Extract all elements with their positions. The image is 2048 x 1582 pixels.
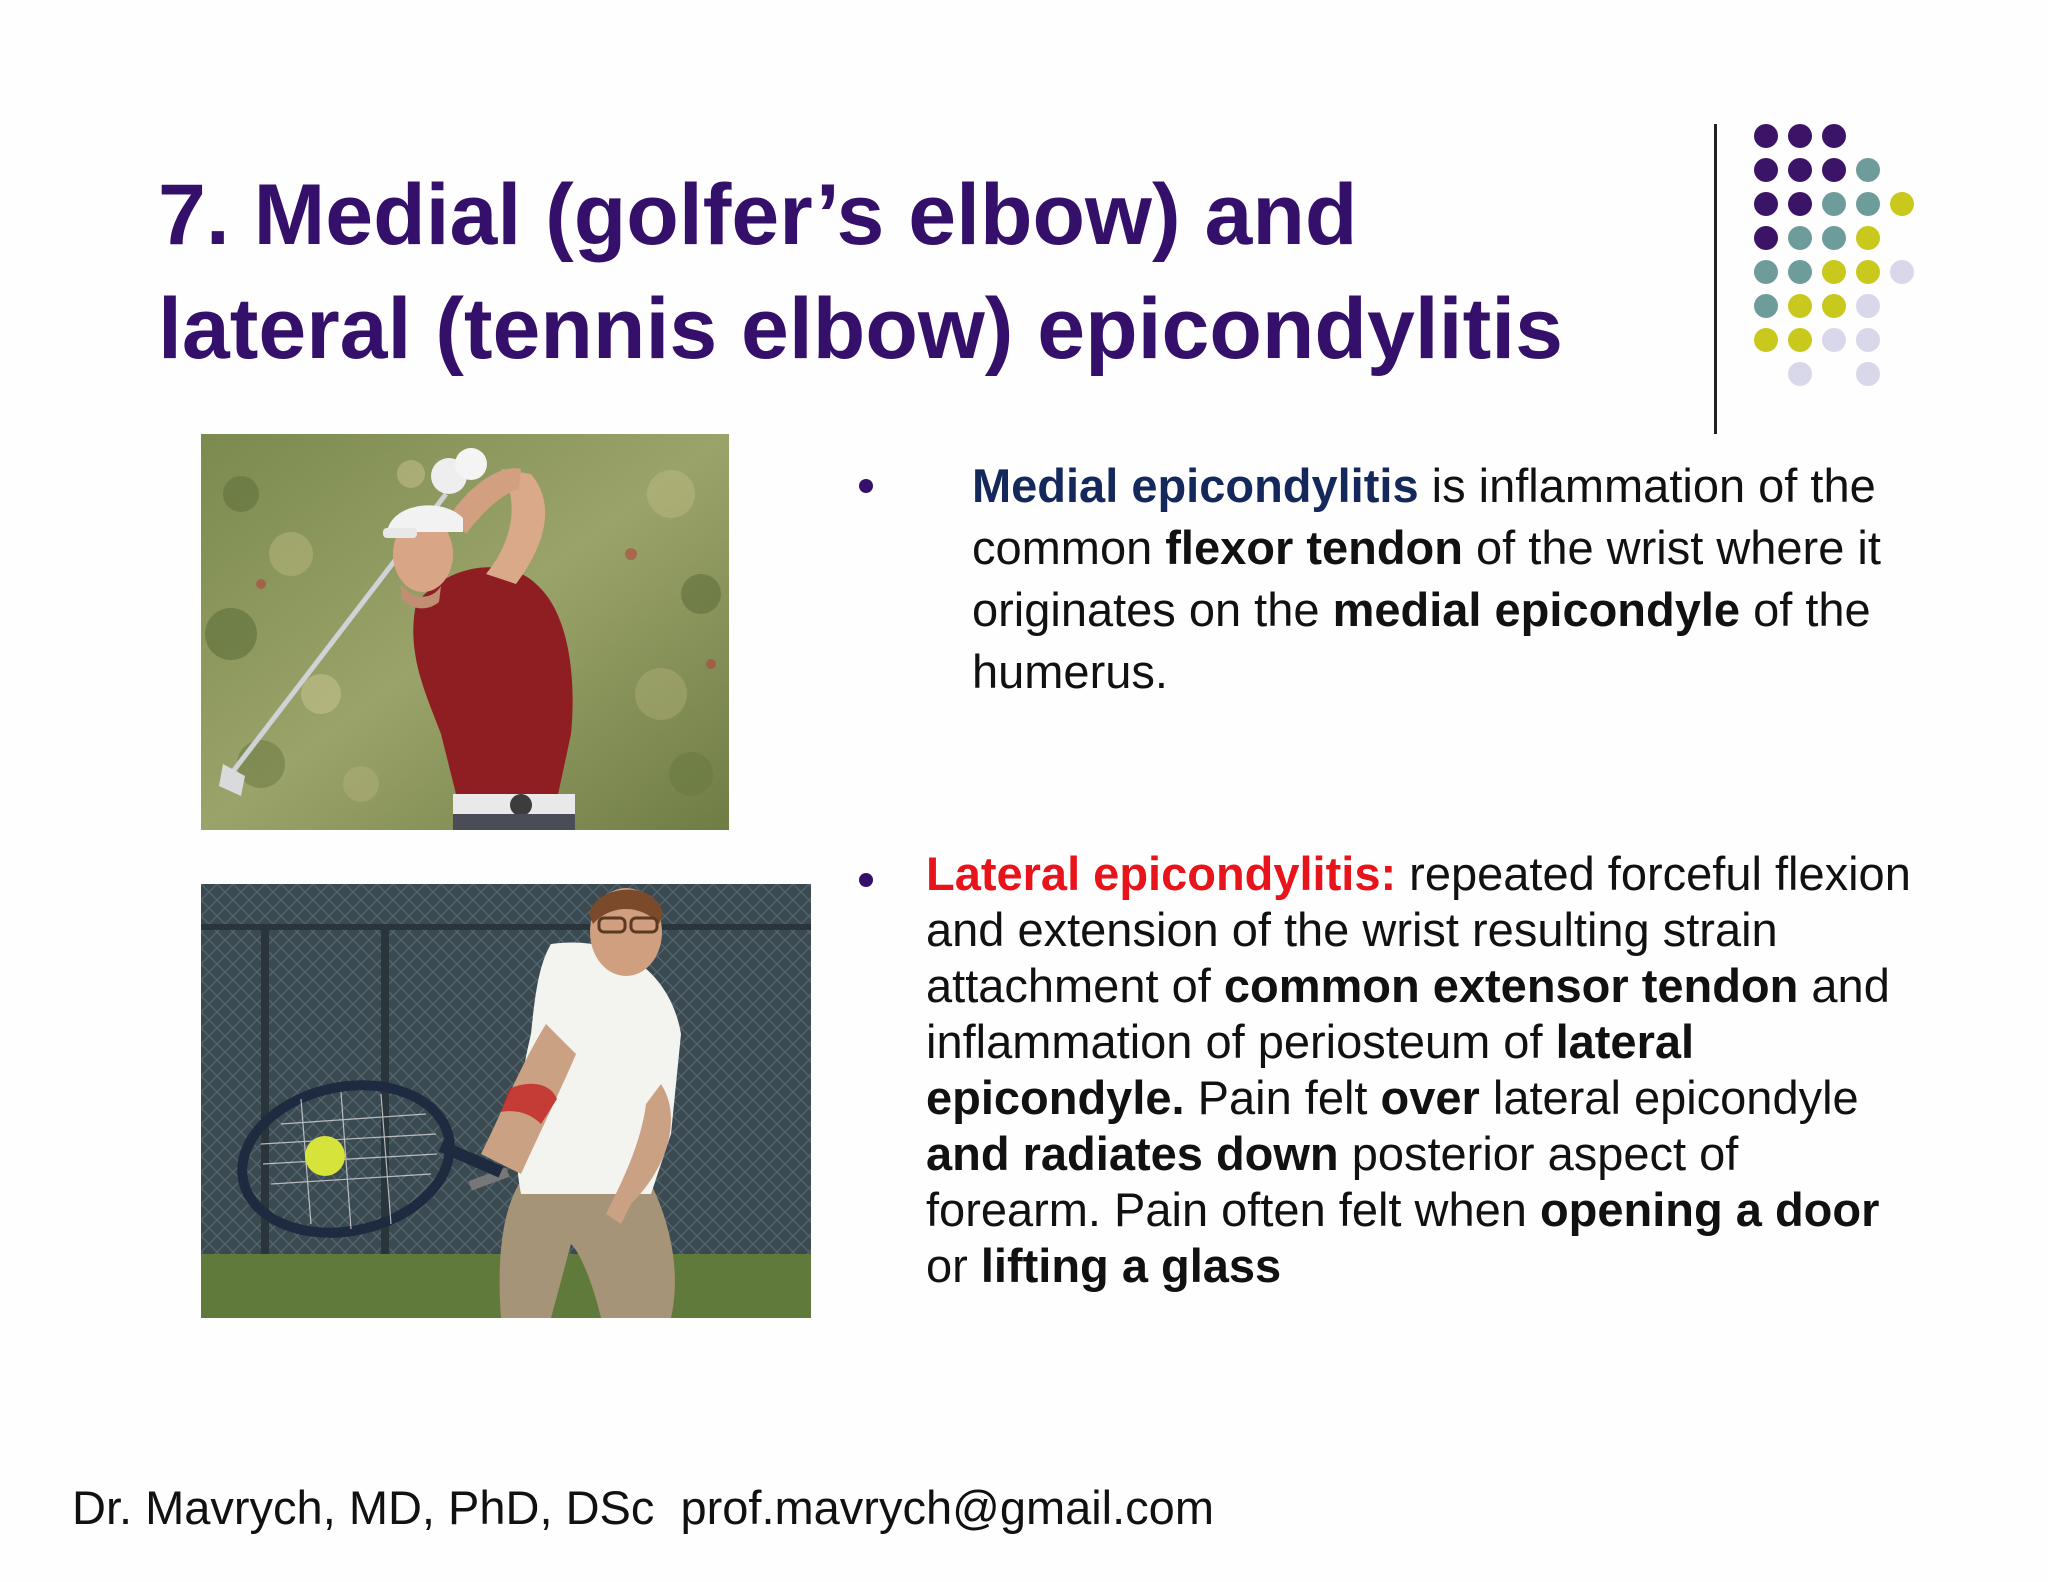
bullet-1-part: of the humerus. [972, 583, 1871, 698]
bullet-1-bold: medial epicondyle [1332, 583, 1741, 636]
slide-title [158, 158, 1718, 386]
tennis-player-photo [201, 884, 811, 1318]
bullet-1-text [972, 455, 1902, 703]
lateral-term: Lateral epicondylitis: [926, 847, 1397, 900]
bullet-marker-2 [859, 873, 873, 887]
bullet-2-part: repeated forceful flexion and extension of the wrist resulting strain attachment of [926, 847, 1911, 1012]
bullet-2-bold: and radiates down [926, 1127, 1339, 1180]
bullet-2-bold: lifting a glass [980, 1239, 1282, 1292]
title-line-1: 7. Medial (golfer’s elbow) and [158, 167, 1358, 263]
bullet-2-part: Pain felt [1184, 1071, 1381, 1124]
bullet-2-part: posterior aspect of forearm. Pain often felt when [926, 1127, 1739, 1236]
bullet-1-part: of the wrist where it originates on the [972, 521, 1881, 636]
bullet-1-bold: flexor tendon [1165, 521, 1463, 574]
bullet-1-part: is inflammation of the common [972, 459, 1876, 574]
title-line-2: lateral (tennis elbow) epicondylitis [158, 281, 1563, 377]
bullet-marker-1 [859, 479, 873, 493]
bullet-2-part: or [926, 1239, 981, 1292]
tennis-player-illustration [201, 884, 811, 1318]
title-divider-line [1714, 124, 1717, 434]
footer-author-contact: Dr. Mavrych, MD, PhD, DSc prof.mavrych@gmail.com [72, 1481, 1214, 1534]
bullet-2-bold: common extensor tendon [1223, 959, 1799, 1012]
bullet-2-bold: over [1380, 1071, 1480, 1124]
bullet-2-bold: lateral epicondyle. [926, 1015, 1695, 1124]
golfer-illustration [201, 434, 729, 830]
bullet-medial-epicondylitis [972, 455, 1902, 703]
bullet-2-part: lateral epicondyle [1479, 1071, 1859, 1124]
medial-term: Medial epicondylitis [972, 459, 1419, 512]
golfer-photo [201, 434, 729, 830]
bullet-2-part: and inflammation of periosteum of [926, 959, 1890, 1068]
bullet-2-text [926, 846, 1916, 1294]
bullet-lateral-epicondylitis [926, 846, 1916, 1294]
bullet-2-bold: opening a door [1539, 1183, 1880, 1236]
